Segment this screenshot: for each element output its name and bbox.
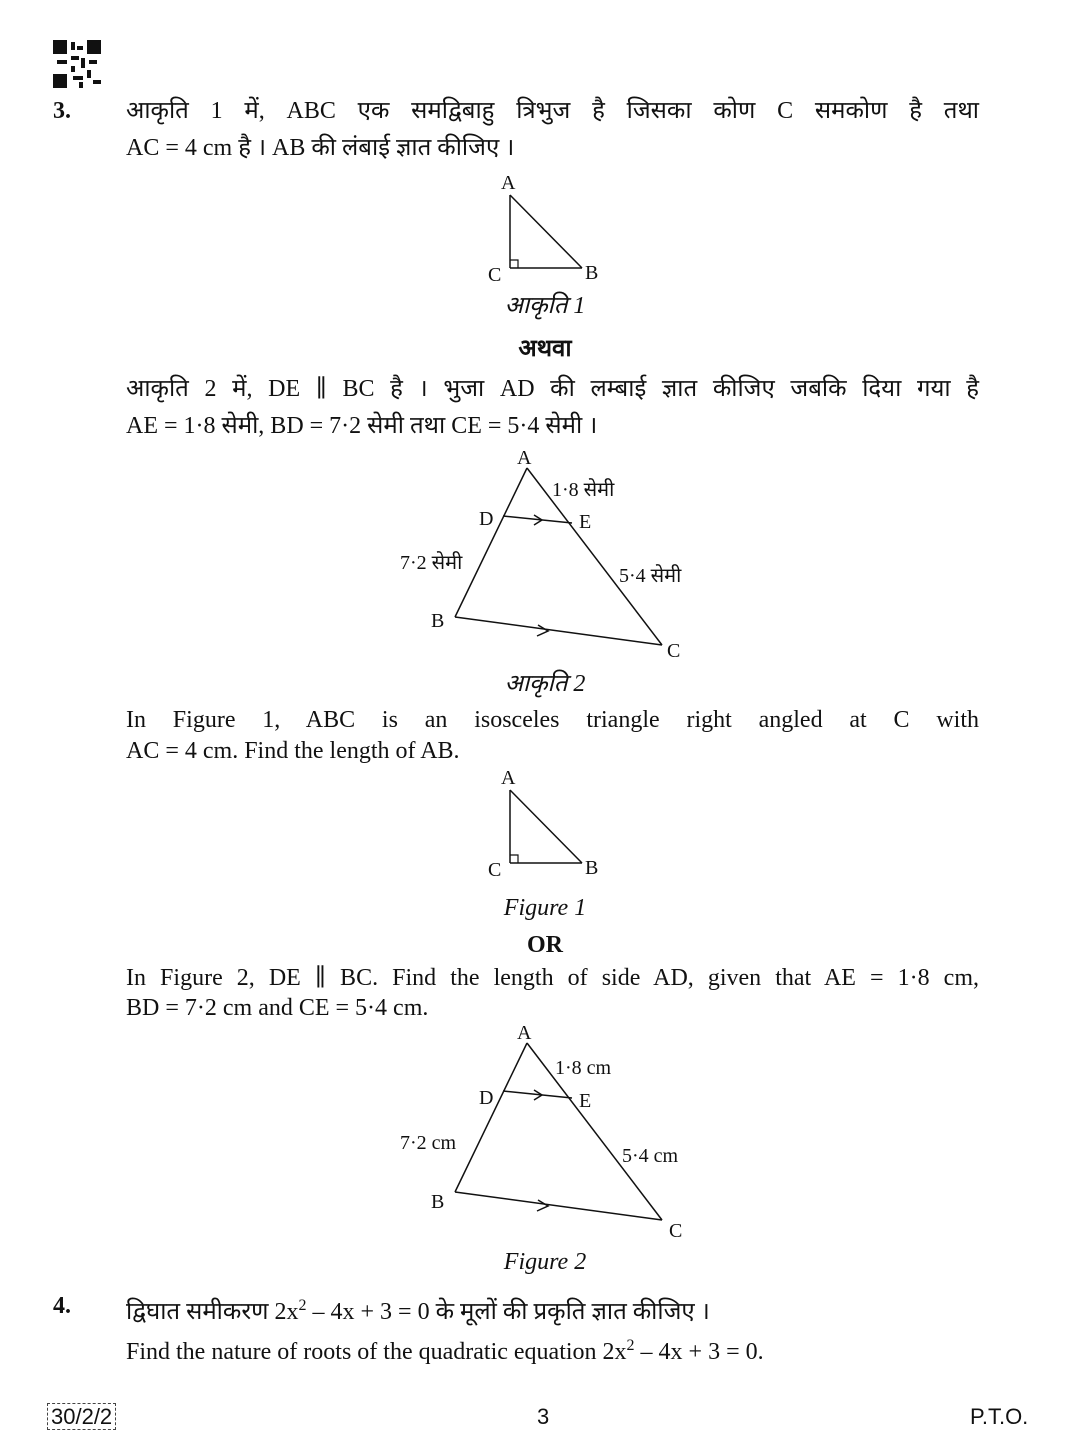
equation-text: – 4x + 3 = 0 के मूलों की प्रकृति ज्ञात कीजिए । [306,1299,710,1325]
page-number: 3 [537,1404,550,1429]
side-length-label: 7·2 cm [400,1132,457,1154]
vertex-label: A [517,447,532,469]
vertex-label: B [585,857,599,879]
vertex-label: E [579,1090,592,1112]
side-length-label: 5·4 cm [622,1145,679,1167]
vertex-label: C [488,264,502,286]
question-text-english: In Figure 1, ABC is an isosceles triangle right angled at C with [126,707,979,733]
question-text-hindi: AE = 1·8 सेमी, BD = 7·2 सेमी तथा CE = 5·4 सेमी । [126,413,598,439]
pto-label: P.T.O. [970,1404,1029,1429]
side-length-label: 7·2 सेमी [400,552,463,574]
equation-text: द्विघात समीकरण 2x [126,1299,299,1325]
figure-2-triangle [390,445,710,675]
vertex-label: C [669,1220,683,1242]
or-separator: अथवा [518,336,572,362]
figure-caption: Figure 2 [503,1249,587,1275]
vertex-label: D [479,1087,494,1109]
vertex-label: A [501,172,516,194]
question-text-english [126,1330,764,1368]
question-text-english: AC = 4 cm. Find the length of AB. [126,738,460,764]
figure-caption: आकृति 1 [504,293,586,319]
exponent: 2 [298,1297,307,1314]
figure-1-triangle [470,760,620,885]
figure-2-triangle [390,1020,710,1250]
equation-text: – 4x + 3 = 0. [634,1339,764,1365]
vertex-label: D [479,508,494,530]
side-length-label: 1·8 cm [555,1057,612,1079]
question-text-hindi: आकृति 2 में, DE ∥ BC है । भुजा AD की लम्बाई ज्ञात कीजिए जबकि दिया गया है [126,376,979,402]
question-number: 3. [53,98,71,124]
equation-text: Find the nature of roots of the quadratic equation 2x [126,1339,627,1365]
figure-1-triangle [470,165,620,290]
side-length-label: 1·8 सेमी [552,479,615,501]
vertex-label: B [431,1191,445,1213]
question-text-english: In Figure 2, DE ∥ BC. Find the length of side AD, given that AE = 1·8 cm, [126,965,979,991]
exponent: 2 [626,1337,635,1354]
question-text-hindi [126,1290,710,1328]
side-length-label: 5·4 सेमी [619,565,682,587]
question-text-hindi: आकृति 1 में, ABC एक समद्विबाहु त्रिभुज है जिसका कोण C समकोण है तथा [126,98,979,124]
figure-caption: Figure 1 [503,895,587,921]
question-text-hindi: AC = 4 cm है । AB की लंबाई ज्ञात कीजिए । [126,135,515,161]
vertex-label: A [517,1022,532,1044]
vertex-label: A [501,767,516,789]
vertex-label: C [667,640,681,662]
vertex-label: E [579,511,592,533]
question-text-english: BD = 7·2 cm and CE = 5·4 cm. [126,995,429,1021]
figure-caption: आकृति 2 [504,671,586,697]
vertex-label: C [488,859,502,881]
paper-code [47,1404,116,1430]
vertex-label: B [585,262,599,284]
vertex-label: B [431,610,445,632]
qr-code [53,40,101,88]
or-separator: OR [527,932,563,958]
question-number: 4. [53,1293,71,1319]
paper-code-text: 30/2/2 [47,1403,116,1430]
